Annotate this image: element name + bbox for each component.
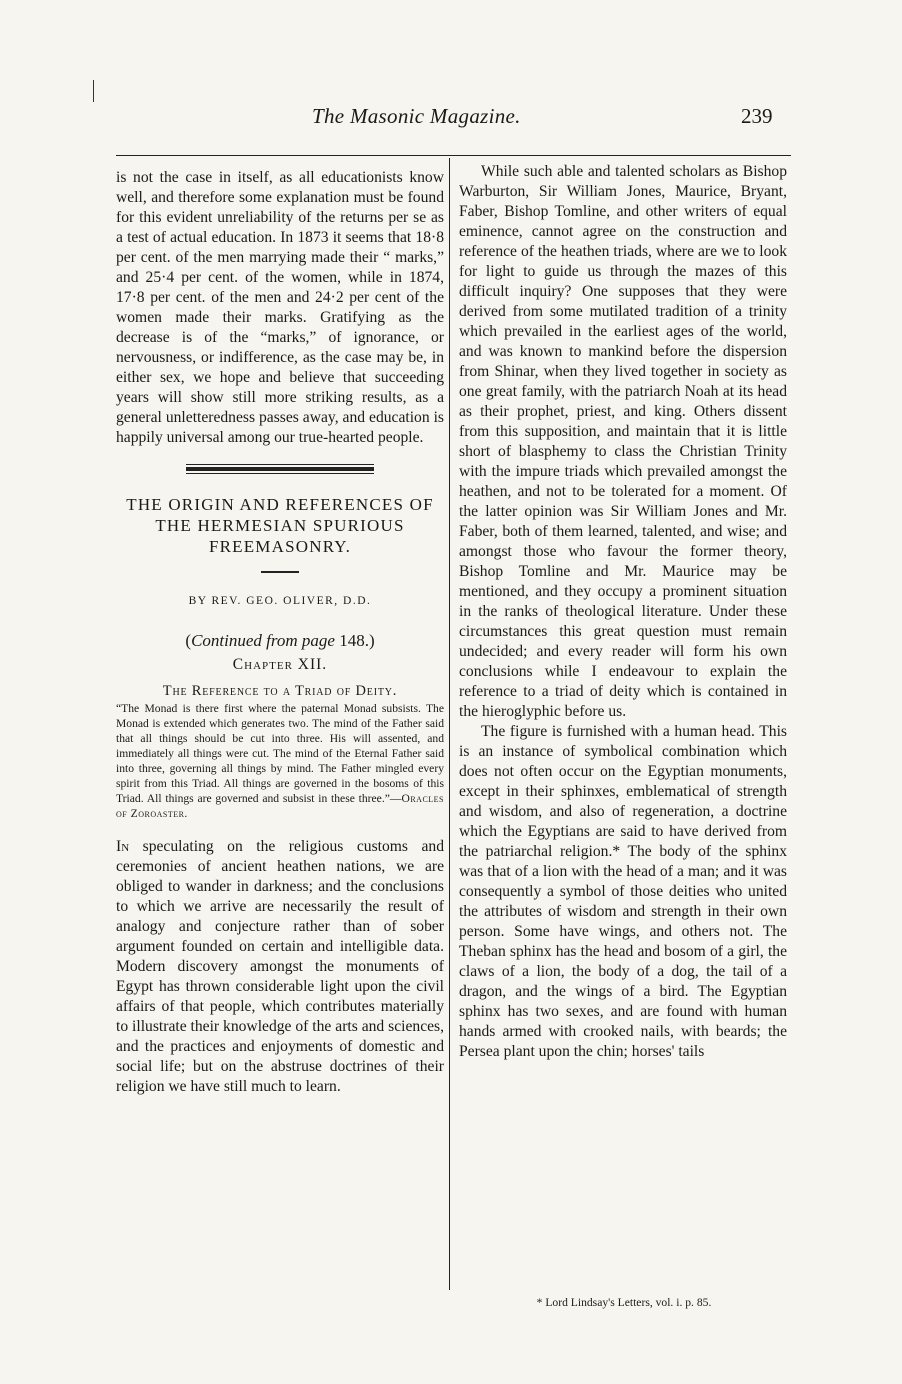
- chapter-heading: Chapter XII.: [232, 656, 328, 673]
- title-rule: [261, 571, 299, 573]
- footnote: * Lord Lindsay's Letters, vol. i. p. 85.: [536, 1296, 712, 1309]
- right-paragraph-1: While such able and talented scholars as Bishop Warburton, Sir William Jones, Maurice, Bryant, Faber, Bishop Tomline, and other writers of equal eminence, cannot agree on the construction and reference of the heathen triads, where are we to look for light to guide us through the mazes of this difficult inquiry? One supposes that they were derived from some mutilated tradition of a trinity which prevailed in the earliest ages of the world, and was known to mankind before the dispersion from Shinar, when they lived together in society as one great family, with the patriarch Noah at its head as their prophet, priest, and king. Others dissent from this supposition, and maintain that it is little short of blasphemy to class the Christian Trinity with the impure triads which prevailed amongst the heathen, and not to be tolerated for a moment. Of the latter opinion was Sir William Jones and Mr. Faber, both of them learned, talented, and wise; and amongst those who favour the former theory, Bishop Tomline and Mr. Maurice may be mentioned, and they occupy a prominent situation in the ranks of theological literature. Under these circumstances this great question must remain undecided; and every reader will form his own conclusions while I endeavour to explain the reference to a triad of deity which is contained in the hieroglyphic before us.: [459, 163, 787, 720]
- byline: BY REV. GEO. OLIVER, D.D.: [188, 595, 372, 607]
- body-first-word: In: [116, 838, 130, 855]
- running-head-title: The Masonic Magazine.: [312, 104, 521, 128]
- column-divider: [449, 158, 450, 1290]
- epigraph-text: “The Monad is there first where the paternal Monad subsists. The Monad is extended which generates two. The mind of the Father said that all things should be cut into three. His will assented, and immediately all things were cut. The mind of the Eternal Father said into three, governing all things by mind. The Father mingled every spirit from this Triad. All things are governed in the bosoms of this Triad. All things are governed and subsist in these three.”—: [116, 702, 444, 805]
- left-column: [116, 168, 444, 1097]
- body-paragraph: [116, 837, 444, 1097]
- right-column: [459, 162, 787, 1062]
- article-title: THE ORIGIN AND REFERENCES OF THE HERMESIAN SPURIOUS FREEMASONRY.: [126, 495, 434, 556]
- page-number: 239: [741, 104, 773, 128]
- continued-note: (Continued from page 148.): [185, 631, 375, 650]
- epigraph: [116, 701, 444, 821]
- epigraph-attribution: Oracles of Zoroaster.: [116, 792, 444, 820]
- body-paragraph-text: speculating on the religious customs and ceremonies of ancient heathen nations, we are obliged to wander in darkness; and the conclusions to which we arrive are necessarily the result of analogy and conjecture rather than of sober argument founded on certain and intelligible data. Modern discovery amongst the monuments of Egypt has thrown considerable light upon the civil affairs of that people, which contributes materially to illustrate their knowledge of the arts and sciences, and the practices and enjoyments of domestic and social life; but on the abstruse doctrines of their religion we have still much to learn.: [116, 838, 444, 1095]
- header-rule: [116, 155, 791, 156]
- opening-paragraph: is not the case in itself, as all educationists know well, and therefore some explanation must be found for this evident unreliability of the returns per se as a test of actual education. In 1873 it seems that 18·8 per cent. of the men marrying made their “ marks,” and 25·4 per cent. of the women, while in 1874, 17·8 per cent. of the men and 24·2 per cent of the women made their marks. Gratifying as the decrease is of the “marks,” of ignorance, or nervousness, or indifference, as the case may be, in either sex, we hope and believe that succeeding years will show still more striking results, as a general unletteredness passes away, and education is happily universal among our true-hearted people.: [116, 169, 444, 446]
- continued-page: 148.: [339, 631, 369, 650]
- margin-mark: [93, 80, 94, 102]
- section-heading: The Reference to a Triad of Deity.: [162, 683, 398, 699]
- decorative-rule: [186, 464, 374, 474]
- right-paragraph-2: The figure is furnished with a human head. This is an instance of symbolical combination which does not often occur on the Egyptian monuments, except in their sphinxes, emblematical of strength and wisdom, and also of regeneration, a doctrine which the Egyptians are said to have derived from the patriarchal religion.* The body of the sphinx was that of a lion with the head of a man; and it was consequently a symbol of those deities who united the attributes of wisdom and strength in their own person. Some have wings, and others not. The Theban sphinx has the head and bosom of a girl, the claws of a lion, the body of a dog, the tail of a dragon, and the wings of a bird. The Egyptian sphinx has two sexes, and are found with human hands armed with crooked nails, with beards; the Persea plant upon the chin; horses' tails: [459, 723, 787, 1060]
- continued-italic: Continued from page: [191, 631, 335, 650]
